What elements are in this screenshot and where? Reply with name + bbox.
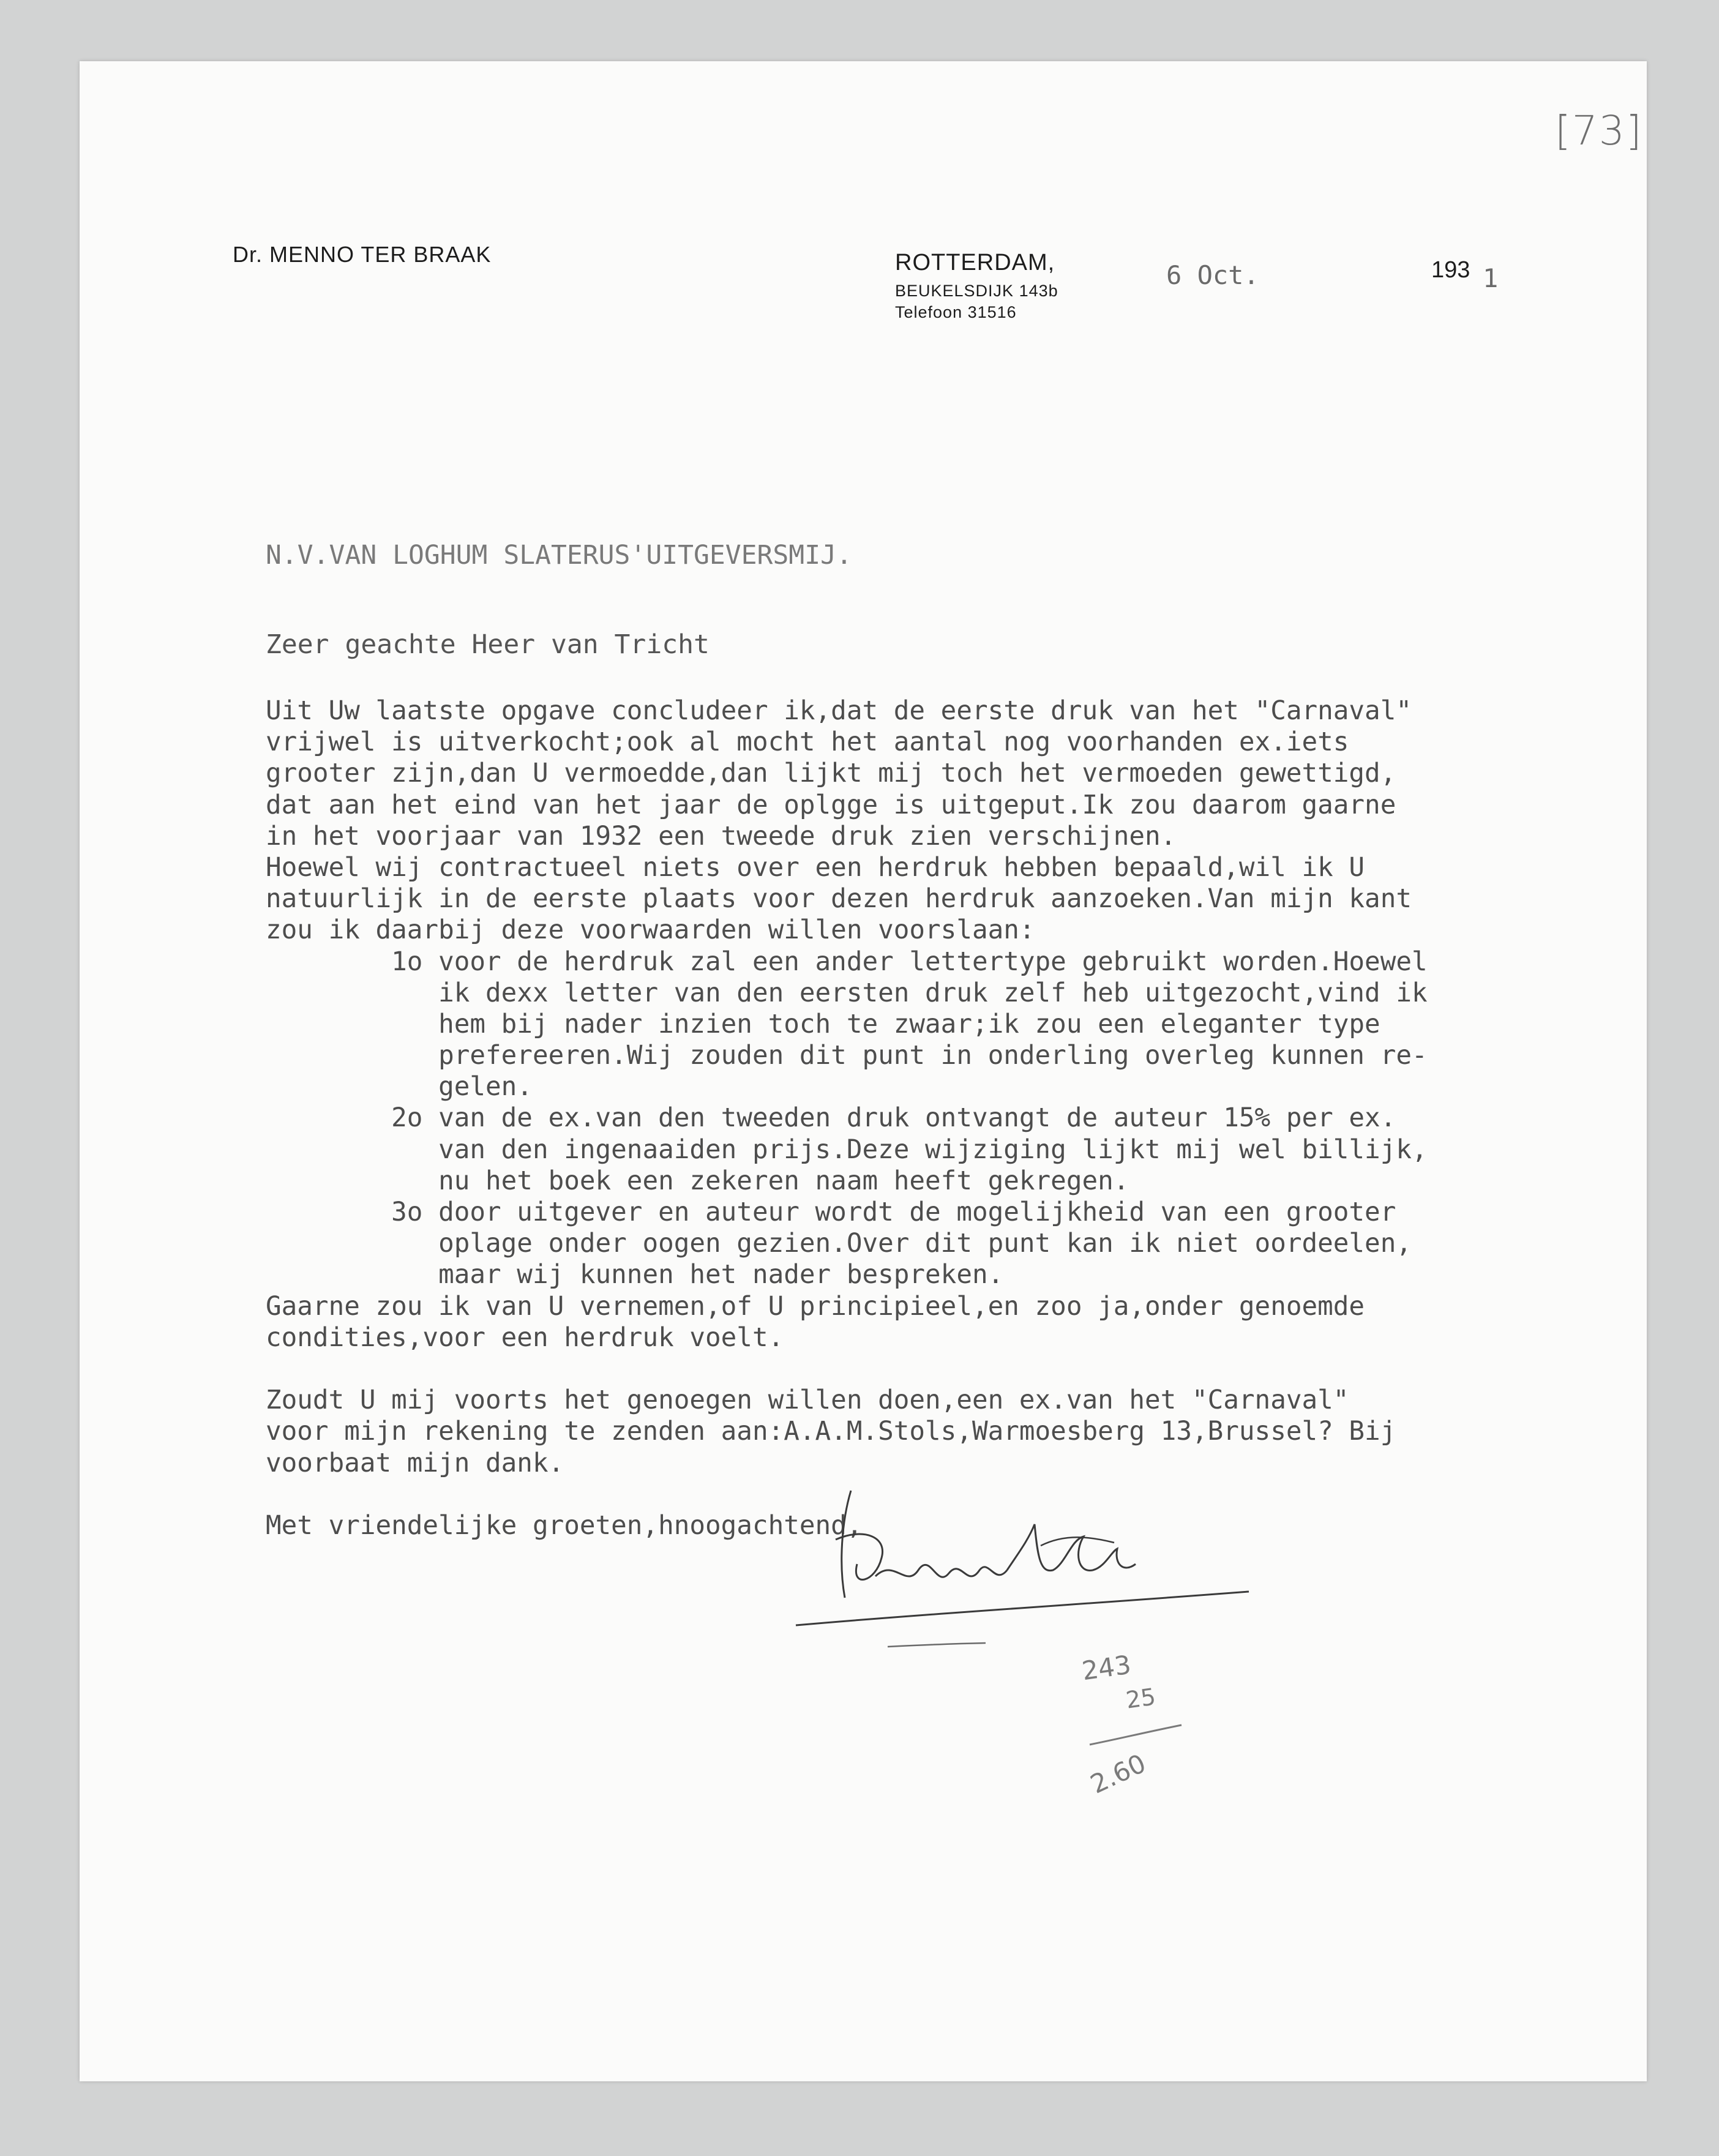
body-line: vrijwel is uitverkocht;ook al mocht het aantal nog voorhanden ex.iets	[266, 727, 1349, 758]
body-line: Hoewel wij contractueel niets over een herdruk hebben bepaald,wil ik U	[266, 852, 1365, 883]
body-line: voorbaat mijn dank.	[266, 1447, 564, 1478]
body-line: gelen.	[266, 1071, 533, 1102]
letterhead-street: BEUKELSDIJK 143b	[895, 282, 1058, 300]
letterhead-name: Dr. MENNO TER BRAAK	[233, 242, 492, 267]
body-line: 2o van de ex.van den tweeden druk ontvangt de auteur 15% per ex.	[266, 1102, 1396, 1134]
body-line: grooter zijn,dan U vermoedde,dan lijkt mij toch het vermoeden gewettigd,	[266, 758, 1396, 789]
body-line: van den ingenaaiden prijs.Deze wijziging lijkt mij wel billijk,	[266, 1134, 1428, 1165]
handwritten-signature	[784, 1466, 1273, 1662]
body-line: dat aan het eind van het jaar de oplgge is uitgeput.Ik zou daarom gaarne	[266, 789, 1396, 820]
pencil-note-2: 25	[1124, 1683, 1158, 1714]
body-line: maar wij kunnen het nader bespreken.	[266, 1259, 1004, 1290]
body-line: condities,voor een herdruk voelt.	[266, 1322, 784, 1353]
archive-number: [73]	[1555, 107, 1643, 154]
body-line: 1o voor de herdruk zal een ander lettertype gebruikt worden.Hoewel	[266, 946, 1428, 977]
addressee: N.V.VAN LOGHUM SLATERUS'UITGEVERSMIJ.	[266, 540, 852, 571]
body-line: oplage onder oogen gezien.Over dit punt kan ik niet oordeelen,	[266, 1228, 1412, 1259]
pencil-note-1: 243	[1080, 1649, 1133, 1686]
body-line: Gaarne zou ik van U vernemen,of U principieel,en zoo ja,onder genoemde	[266, 1290, 1365, 1322]
body-line: prefereeren.Wij zouden dit punt in onderling overleg kunnen re-	[266, 1040, 1428, 1071]
salutation: Zeer geachte Heer van Tricht	[266, 629, 710, 660]
letterhead-phone: Telefoon 31516	[895, 303, 1017, 321]
body-line: voor mijn rekening te zenden aan:A.A.M.Stols,Warmoesberg 13,Brussel? Bij	[266, 1416, 1396, 1447]
body-line: nu het boek een zekeren naam heeft gekregen.	[266, 1165, 1129, 1196]
body-line: zou ik daarbij deze voorwaarden willen voorslaan:	[266, 915, 1035, 946]
letterhead-year-prefix: 193	[1431, 257, 1470, 283]
body-line	[266, 1353, 1428, 1385]
letter-date: 6 Oct.	[1166, 260, 1259, 290]
pencil-notes	[1065, 1647, 1200, 1800]
letter-year-digit: 1	[1483, 263, 1499, 293]
body-line: Met vriendelijke groeten,hnoogachtend,	[266, 1510, 863, 1541]
body-line: Uit Uw laatste opgave concludeer ik,dat de eerste druk van het "Carnaval"	[266, 695, 1412, 726]
letterhead-city: ROTTERDAM,	[895, 250, 1055, 275]
body-line: in het voorjaar van 1932 een tweede druk zien verschijnen.	[266, 820, 1177, 852]
body-line: natuurlijk in de eerste plaats voor dezen herdruk aanzoeken.Van mijn kant	[266, 883, 1412, 915]
body-line: Zoudt U mij voorts het genoegen willen doen,een ex.van het "Carnaval"	[266, 1385, 1349, 1416]
body-line: 3o door uitgever en auteur wordt de mogelijkheid van een grooter	[266, 1197, 1396, 1227]
body-line: ik dexx letter van den eersten druk zelf heb uitgezocht,vind ik	[266, 977, 1428, 1008]
letter-body	[266, 695, 1428, 1541]
pencil-note-3: 2.60	[1085, 1748, 1151, 1800]
body-line: hem bij nader inzien toch te zwaar;ik zou een eleganter type	[266, 1008, 1380, 1039]
